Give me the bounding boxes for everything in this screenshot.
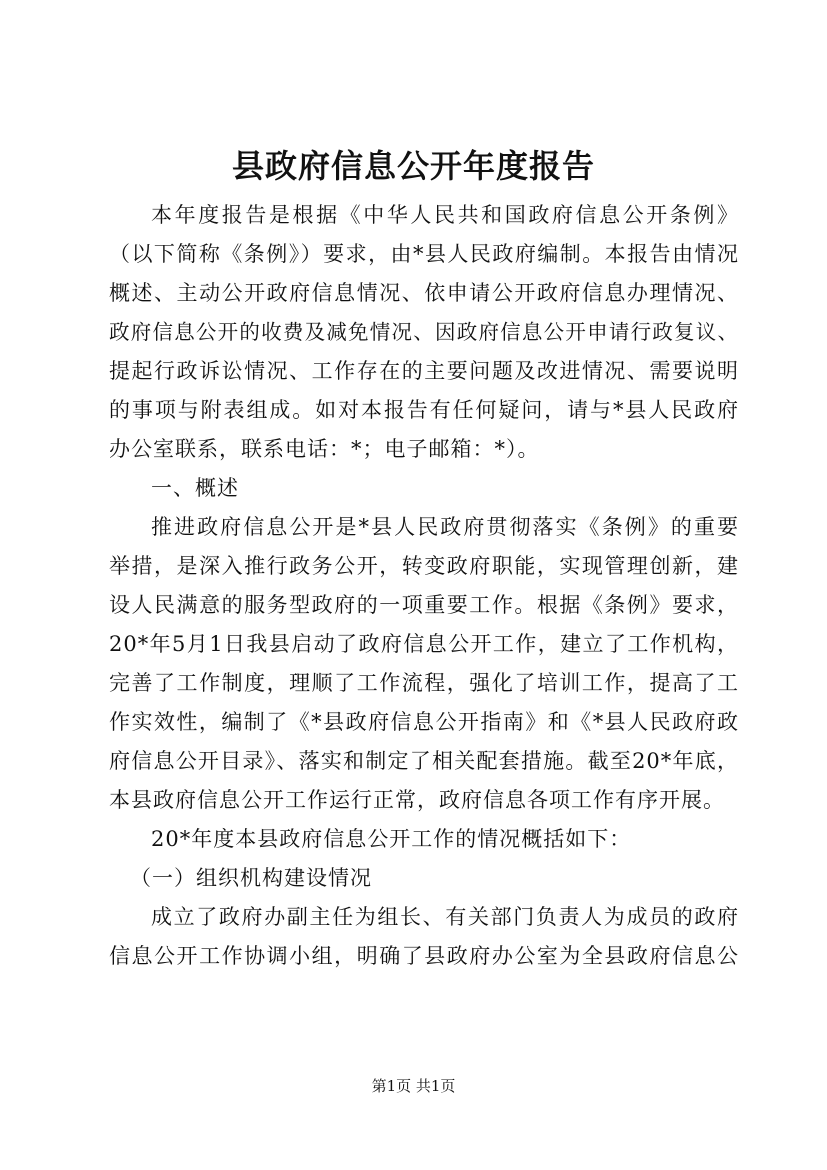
paragraph-line: 作实效性，编制了《*县政府信息公开指南》和《*县人民政府政 xyxy=(109,710,739,734)
paragraph-line: 政府信息公开的收费及减免情况、因政府信息公开申请行政复议、 xyxy=(109,320,739,344)
paragraph-line: 成立了政府办副主任为组长、有关部门负责人为成员的政府 xyxy=(151,905,739,929)
paragraph-line: 的事项与附表组成。如对本报告有任何疑问，请与*县人民政府 xyxy=(109,398,739,422)
paragraph-line: 完善了工作制度，理顺了工作流程，强化了培训工作，提高了工 xyxy=(109,671,739,695)
paragraph-line: 办公室联系，联系电话：*；电子邮箱：*）。 xyxy=(109,437,540,461)
document-title: 县政府信息公开年度报告 xyxy=(231,147,595,185)
paragraph-line: 20*年5月1日我县启动了政府信息公开工作，建立了工作机构， xyxy=(109,632,739,656)
paragraph-line: 本县政府信息公开工作运行正常，政府信息各项工作有序开展。 xyxy=(109,788,725,812)
section-heading: 一、概述 xyxy=(151,476,239,500)
paragraph-line: 推进政府信息公开是*县人民政府贯彻落实《条例》的重要 xyxy=(151,515,739,539)
document-body xyxy=(109,196,739,976)
paragraph-line: 设人民满意的服务型政府的一项重要工作。根据《条例》要求， xyxy=(109,593,739,617)
paragraph-line: 信息公开工作协调小组，明确了县政府办公室为全县政府信息公 xyxy=(109,944,739,968)
paragraph-line: （以下简称《条例》）要求，由*县人民政府编制。本报告由情况 xyxy=(109,242,739,266)
paragraph-line: 概述、主动公开政府信息情况、依申请公开政府信息办理情况、 xyxy=(109,281,739,305)
subsection-heading: （一）组织机构建设情况 xyxy=(130,866,372,890)
paragraph-line: 本年度报告是根据《中华人民共和国政府信息公开条例》 xyxy=(151,203,739,227)
paragraph-line: 府信息公开目录》、落实和制定了相关配套措施。截至20*年底， xyxy=(109,749,739,773)
paragraph-line: 20*年度本县政府信息公开工作的情况概括如下： xyxy=(151,827,632,851)
paragraph-line: 提起行政诉讼情况、工作存在的主要问题及改进情况、需要说明 xyxy=(109,359,739,383)
paragraph-line: 举措，是深入推行政务公开，转变政府职能，实现管理创新，建 xyxy=(109,554,739,578)
page-number-footer: 第1页 共1页 xyxy=(371,1077,456,1095)
